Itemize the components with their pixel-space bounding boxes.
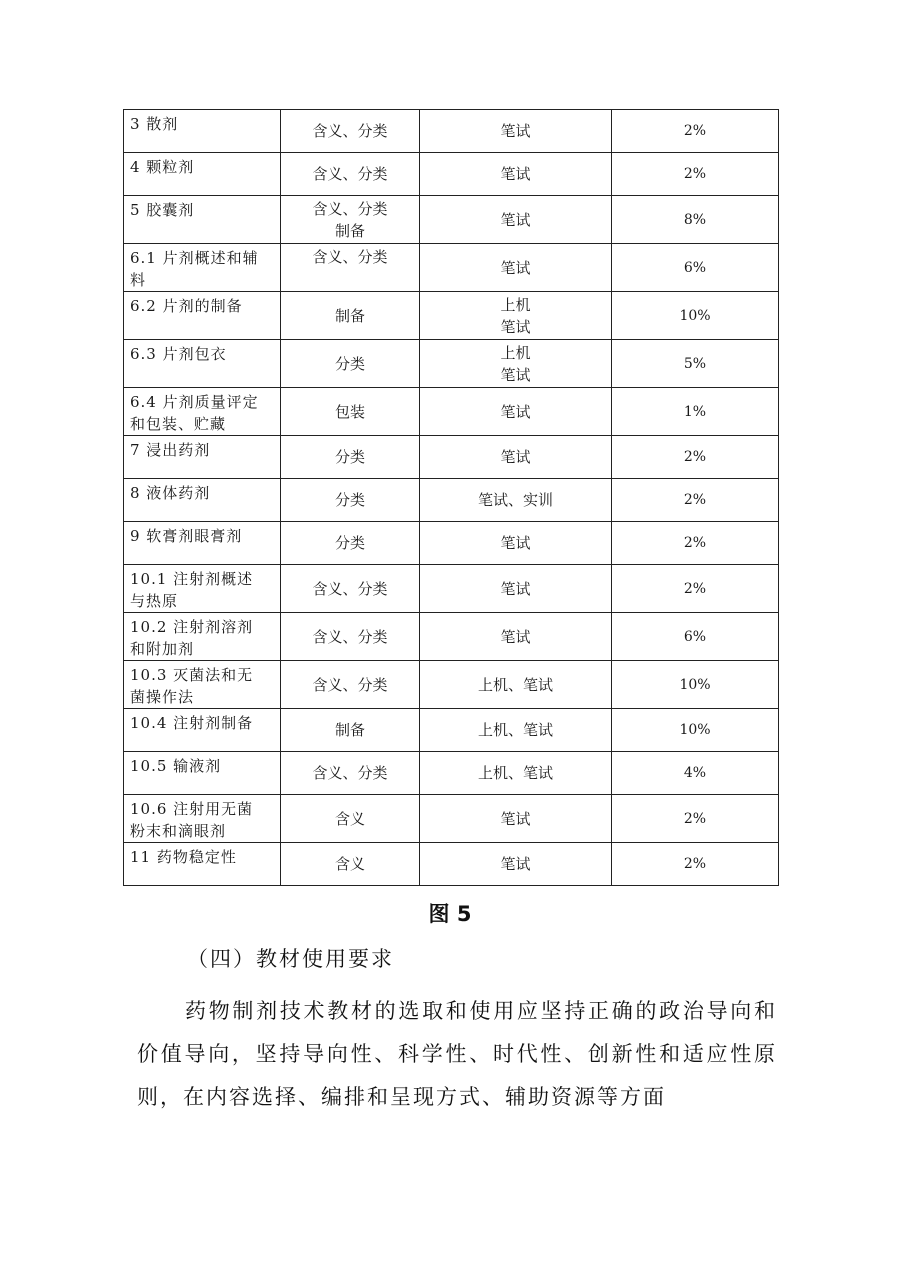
method-cell: 笔试 <box>420 244 612 292</box>
method-cell: 笔试、实训 <box>420 479 612 522</box>
method-cell: 上机、笔试 <box>420 661 612 709</box>
requirement-cell: 含义、分类 <box>281 565 420 613</box>
weight-cell: 2% <box>612 843 779 886</box>
weight-cell: 2% <box>612 565 779 613</box>
topic-cell: 4 颗粒剂 <box>124 153 281 196</box>
weight-cell: 6% <box>612 613 779 661</box>
topic-cell: 5 胶囊剂 <box>124 196 281 244</box>
method-cell: 上机 笔试 <box>420 292 612 340</box>
requirement-cell: 分类 <box>281 340 420 388</box>
topic-cell: 6.3 片剂包衣 <box>124 340 281 388</box>
table-row <box>124 388 779 436</box>
assessment-table-body <box>124 110 779 886</box>
requirement-cell: 制备 <box>281 709 420 752</box>
table-row <box>124 613 779 661</box>
topic-cell: 10.2 注射剂溶剂 和附加剂 <box>124 613 281 661</box>
weight-cell: 10% <box>612 661 779 709</box>
method-cell: 笔试 <box>420 795 612 843</box>
method-cell: 笔试 <box>420 388 612 436</box>
requirement-cell: 含义 <box>281 843 420 886</box>
topic-cell: 6.1 片剂概述和辅 料 <box>124 244 281 292</box>
method-cell: 笔试 <box>420 196 612 244</box>
section-heading: （四）教材使用要求 <box>187 947 394 971</box>
topic-cell: 3 散剂 <box>124 110 281 153</box>
requirement-cell: 含义、分类 制备 <box>281 196 420 244</box>
table-row <box>124 110 779 153</box>
requirement-cell: 包装 <box>281 388 420 436</box>
topic-cell: 10.4 注射剂制备 <box>124 709 281 752</box>
method-cell: 上机、笔试 <box>420 709 612 752</box>
weight-cell: 2% <box>612 436 779 479</box>
method-cell: 笔试 <box>420 565 612 613</box>
requirement-cell: 含义 <box>281 795 420 843</box>
method-cell: 笔试 <box>420 843 612 886</box>
figure-caption: 图 5 <box>428 902 472 926</box>
table-row <box>124 479 779 522</box>
method-cell: 上机 笔试 <box>420 340 612 388</box>
method-cell: 笔试 <box>420 522 612 565</box>
weight-cell: 2% <box>612 153 779 196</box>
weight-cell: 2% <box>612 795 779 843</box>
method-cell: 上机、笔试 <box>420 752 612 795</box>
topic-cell: 8 液体药剂 <box>124 479 281 522</box>
weight-cell: 4% <box>612 752 779 795</box>
topic-cell: 6.4 片剂质量评定 和包装、贮藏 <box>124 388 281 436</box>
table-row <box>124 843 779 886</box>
table-row <box>124 795 779 843</box>
topic-cell: 10.3 灭菌法和无 菌操作法 <box>124 661 281 709</box>
table-row <box>124 436 779 479</box>
requirement-cell: 分类 <box>281 436 420 479</box>
topic-cell: 10.1 注射剂概述 与热原 <box>124 565 281 613</box>
topic-cell: 6.2 片剂的制备 <box>124 292 281 340</box>
weight-cell: 2% <box>612 110 779 153</box>
requirement-cell: 含义、分类 <box>281 613 420 661</box>
table-row <box>124 661 779 709</box>
weight-cell: 2% <box>612 479 779 522</box>
weight-cell: 5% <box>612 340 779 388</box>
weight-cell: 10% <box>612 709 779 752</box>
method-cell: 笔试 <box>420 153 612 196</box>
weight-cell: 6% <box>612 244 779 292</box>
requirement-cell: 含义、分类 <box>281 110 420 153</box>
method-cell: 笔试 <box>420 436 612 479</box>
table-row <box>124 196 779 244</box>
table-row <box>124 292 779 340</box>
table-row <box>124 340 779 388</box>
requirement-cell: 含义、分类 <box>281 244 420 292</box>
requirement-cell: 分类 <box>281 479 420 522</box>
topic-cell: 11 药物稳定性 <box>124 843 281 886</box>
table-row <box>124 752 779 795</box>
assessment-table <box>123 109 779 886</box>
weight-cell: 1% <box>612 388 779 436</box>
table-row <box>124 565 779 613</box>
requirement-cell: 含义、分类 <box>281 153 420 196</box>
requirement-cell: 含义、分类 <box>281 752 420 795</box>
body-paragraph: 药物制剂技术教材的选取和使用应坚持正确的政治导向和价值导向，坚持导向性、科学性、时代性、创新性和适应性原则，在内容选择、编排和呈现方式、辅助资源等方面 <box>137 999 777 1109</box>
topic-cell: 9 软膏剂眼膏剂 <box>124 522 281 565</box>
requirement-cell: 分类 <box>281 522 420 565</box>
table-row <box>124 153 779 196</box>
topic-cell: 10.6 注射用无菌 粉末和滴眼剂 <box>124 795 281 843</box>
table-row <box>124 709 779 752</box>
method-cell: 笔试 <box>420 613 612 661</box>
method-cell: 笔试 <box>420 110 612 153</box>
topic-cell: 10.5 输液剂 <box>124 752 281 795</box>
requirement-cell: 制备 <box>281 292 420 340</box>
weight-cell: 10% <box>612 292 779 340</box>
weight-cell: 2% <box>612 522 779 565</box>
table-row <box>124 244 779 292</box>
requirement-cell: 含义、分类 <box>281 661 420 709</box>
topic-cell: 7 浸出药剂 <box>124 436 281 479</box>
weight-cell: 8% <box>612 196 779 244</box>
table-row <box>124 522 779 565</box>
